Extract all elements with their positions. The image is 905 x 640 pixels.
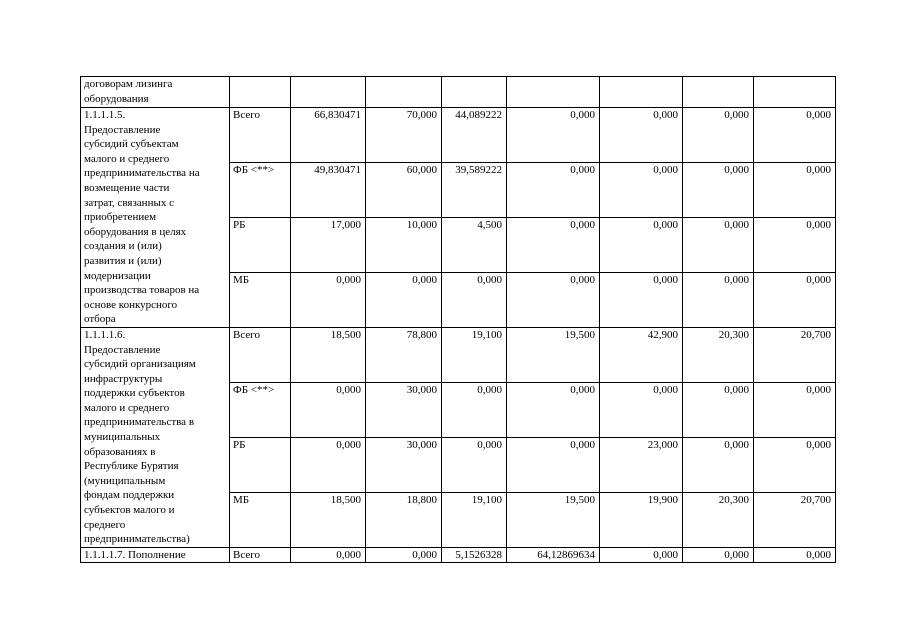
- value-cell: 19,900: [600, 492, 683, 547]
- value-cell: 39,589222: [442, 162, 507, 217]
- row-description: договорам лизинга оборудования: [81, 77, 230, 108]
- value-cell: 0,000: [754, 547, 836, 563]
- value-cell: 0,000: [683, 547, 754, 563]
- value-cell: 0,000: [754, 272, 836, 327]
- value-cell: 18,500: [291, 327, 366, 382]
- empty-cell: [754, 77, 836, 108]
- value-cell: 0,000: [442, 272, 507, 327]
- empty-cell: [600, 77, 683, 108]
- value-cell: 0,000: [754, 162, 836, 217]
- value-cell: 0,000: [366, 272, 442, 327]
- value-cell: 0,000: [600, 382, 683, 437]
- value-cell: 4,500: [442, 217, 507, 272]
- value-cell: 19,100: [442, 492, 507, 547]
- value-cell: 19,500: [507, 492, 600, 547]
- value-cell: 20,700: [754, 492, 836, 547]
- row-description: 1.1.1.1.5. Предоставление субсидий субъектам малого и среднего предпринимательства на возмещение части затрат, связанных с приобретением оборудования в целях создания и (или) развития и (или) модернизации производства товаров на основе конкурсного отбора: [81, 108, 230, 328]
- value-cell: 64,12869634: [507, 547, 600, 563]
- value-cell: 78,800: [366, 327, 442, 382]
- empty-cell: [683, 77, 754, 108]
- value-cell: 23,000: [600, 437, 683, 492]
- value-cell: 10,000: [366, 217, 442, 272]
- empty-cell: [442, 77, 507, 108]
- row-description: 1.1.1.1.7. Пополнение: [81, 547, 230, 563]
- value-cell: 0,000: [600, 217, 683, 272]
- value-cell: 0,000: [683, 437, 754, 492]
- value-cell: 0,000: [291, 547, 366, 563]
- funding-source: МБ: [230, 492, 291, 547]
- table-row: [81, 547, 836, 563]
- value-cell: 0,000: [291, 382, 366, 437]
- value-cell: 20,300: [683, 492, 754, 547]
- funding-source: МБ: [230, 272, 291, 327]
- value-cell: 70,000: [366, 108, 442, 163]
- value-cell: 0,000: [600, 162, 683, 217]
- value-cell: 49,830471: [291, 162, 366, 217]
- value-cell: 17,000: [291, 217, 366, 272]
- value-cell: 0,000: [507, 272, 600, 327]
- value-cell: 44,089222: [442, 108, 507, 163]
- value-cell: 20,700: [754, 327, 836, 382]
- funding-source: ФБ <**>: [230, 162, 291, 217]
- table-row: [81, 327, 836, 382]
- value-cell: 0,000: [754, 437, 836, 492]
- value-cell: 5,1526328: [442, 547, 507, 563]
- empty-cell: [366, 77, 442, 108]
- funding-source: Всего: [230, 108, 291, 163]
- funding-source: ФБ <**>: [230, 382, 291, 437]
- funding-source: РБ: [230, 217, 291, 272]
- empty-cell: [291, 77, 366, 108]
- table-row: [81, 77, 836, 108]
- value-cell: 0,000: [754, 108, 836, 163]
- row-description: 1.1.1.1.6. Предоставление субсидий организациям инфраструктуры поддержки субъектов малого и среднего предпринимательства в муниципальных образованиях в Республике Бурятия (муниципальным фондам поддержки субъектов малого и среднего предпринимательства): [81, 327, 230, 547]
- value-cell: 0,000: [442, 382, 507, 437]
- value-cell: 18,800: [366, 492, 442, 547]
- value-cell: 0,000: [600, 547, 683, 563]
- value-cell: 19,500: [507, 327, 600, 382]
- value-cell: 0,000: [507, 217, 600, 272]
- funding-table: [80, 76, 836, 563]
- value-cell: 30,000: [366, 437, 442, 492]
- value-cell: 0,000: [366, 547, 442, 563]
- value-cell: 0,000: [683, 162, 754, 217]
- empty-cell: [507, 77, 600, 108]
- value-cell: 42,900: [600, 327, 683, 382]
- value-cell: 0,000: [507, 108, 600, 163]
- value-cell: 0,000: [291, 272, 366, 327]
- funding-source: Всего: [230, 327, 291, 382]
- value-cell: 0,000: [754, 217, 836, 272]
- value-cell: 0,000: [683, 108, 754, 163]
- value-cell: 30,000: [366, 382, 442, 437]
- value-cell: 0,000: [683, 382, 754, 437]
- value-cell: 0,000: [600, 108, 683, 163]
- value-cell: 0,000: [291, 437, 366, 492]
- value-cell: 0,000: [600, 272, 683, 327]
- value-cell: 0,000: [507, 437, 600, 492]
- value-cell: 0,000: [683, 272, 754, 327]
- funding-source: Всего: [230, 547, 291, 563]
- value-cell: 0,000: [507, 162, 600, 217]
- value-cell: 20,300: [683, 327, 754, 382]
- value-cell: 18,500: [291, 492, 366, 547]
- value-cell: 0,000: [507, 382, 600, 437]
- funding-source: РБ: [230, 437, 291, 492]
- value-cell: 0,000: [754, 382, 836, 437]
- value-cell: 60,000: [366, 162, 442, 217]
- value-cell: 0,000: [442, 437, 507, 492]
- value-cell: 66,830471: [291, 108, 366, 163]
- value-cell: 0,000: [683, 217, 754, 272]
- table-row: [81, 108, 836, 163]
- empty-cell: [230, 77, 291, 108]
- value-cell: 19,100: [442, 327, 507, 382]
